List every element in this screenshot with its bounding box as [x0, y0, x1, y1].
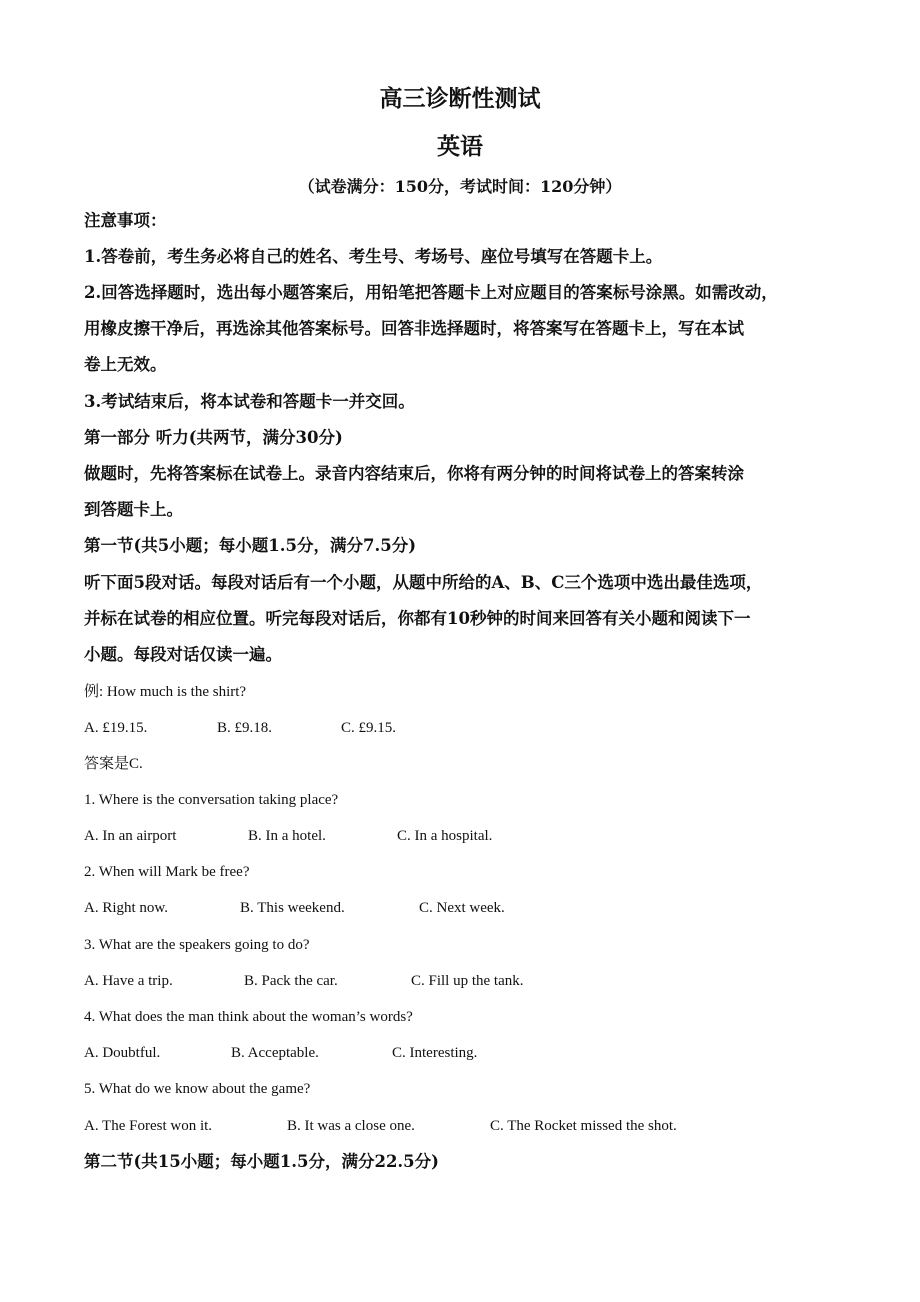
- section1-instr-line-3: 小题。每段对话仅读一遍。: [84, 645, 282, 664]
- exam-title: 高三诊断性测试: [379, 85, 541, 112]
- question-1: 1. Where is the conversation taking place?: [84, 792, 339, 808]
- question-5: 5. What do we know about the game?: [84, 1081, 311, 1097]
- example-answer: 答案是C.: [84, 756, 143, 772]
- example-question: 例: How much is the shirt?: [84, 684, 247, 700]
- question-5-option-b: B. It was a close one.: [287, 1118, 415, 1134]
- section1-instr-line-1: 听下面5段对话。每段对话后有一个小题，从题中所给的A、B、C三个选项中选出最佳选项，: [84, 573, 763, 592]
- question-5-option-c: C. The Rocket missed the shot.: [490, 1118, 677, 1134]
- example-option-a: A. £19.15.: [84, 720, 148, 736]
- question-3-option-c: C. Fill up the tank.: [411, 973, 524, 989]
- note-2-line-3: 卷上无效。: [84, 355, 167, 374]
- question-1-option-a: A. In an airport: [84, 828, 177, 844]
- part1-instr-line-2: 到答题卡上。: [84, 500, 183, 519]
- question-4-option-c: C. Interesting.: [392, 1045, 478, 1061]
- question-4-option-a: A. Doubtful.: [84, 1045, 161, 1061]
- section1-heading: 第一节(共5小题；每小题1.5分，满分7.5分): [84, 536, 417, 555]
- question-3-option-a: A. Have a trip.: [84, 973, 173, 989]
- section1-instr-line-2: 并标在试卷的相应位置。听完每段对话后，你都有10秒钟的时间来回答有关小题和阅读下一: [84, 609, 751, 628]
- note-2-line-2: 用橡皮擦干净后，再选涂其他答案标号。回答非选择题时，将答案写在答题卡上，写在本试: [84, 319, 744, 338]
- question-2: 2. When will Mark be free?: [84, 864, 250, 880]
- question-4-option-b: B. Acceptable.: [231, 1045, 319, 1061]
- example-option-c: C. £9.15.: [341, 720, 397, 736]
- question-2-option-a: A. Right now.: [84, 900, 169, 916]
- question-1-option-b: B. In a hotel.: [248, 828, 326, 844]
- question-2-option-c: C. Next week.: [419, 900, 505, 916]
- exam-info: （试卷满分：150分，考试时间：120分钟）: [298, 177, 622, 196]
- question-5-option-a: A. The Forest won it.: [84, 1118, 213, 1134]
- part1-instr-line-1: 做题时，先将答案标在试卷上。录音内容结束后，你将有两分钟的时间将试卷上的答案转涂: [84, 464, 744, 483]
- question-2-option-b: B. This weekend.: [240, 900, 345, 916]
- notes-heading: 注意事项：: [84, 211, 167, 230]
- question-3: 3. What are the speakers going to do?: [84, 937, 310, 953]
- question-3-option-b: B. Pack the car.: [244, 973, 338, 989]
- question-1-option-c: C. In a hospital.: [397, 828, 493, 844]
- exam-subject: 英语: [437, 133, 483, 160]
- section2-heading: 第二节(共15小题；每小题1.5分，满分22.5分): [84, 1152, 439, 1171]
- part1-heading: 第一部分 听力(共两节，满分30分): [84, 428, 343, 447]
- note-1: 1.答卷前，考生务必将自己的姓名、考生号、考场号、座位号填写在答题卡上。: [84, 247, 663, 266]
- note-2-line-1: 2.回答选择题时，选出每小题答案后，用铅笔把答题卡上对应题目的答案标号涂黑。如需改动，: [84, 283, 778, 302]
- example-option-b: B. £9.18.: [217, 720, 273, 736]
- question-4: 4. What does the man think about the woman’s words?: [84, 1009, 413, 1025]
- note-3: 3.考试结束后，将本试卷和答题卡一并交回。: [84, 392, 415, 411]
